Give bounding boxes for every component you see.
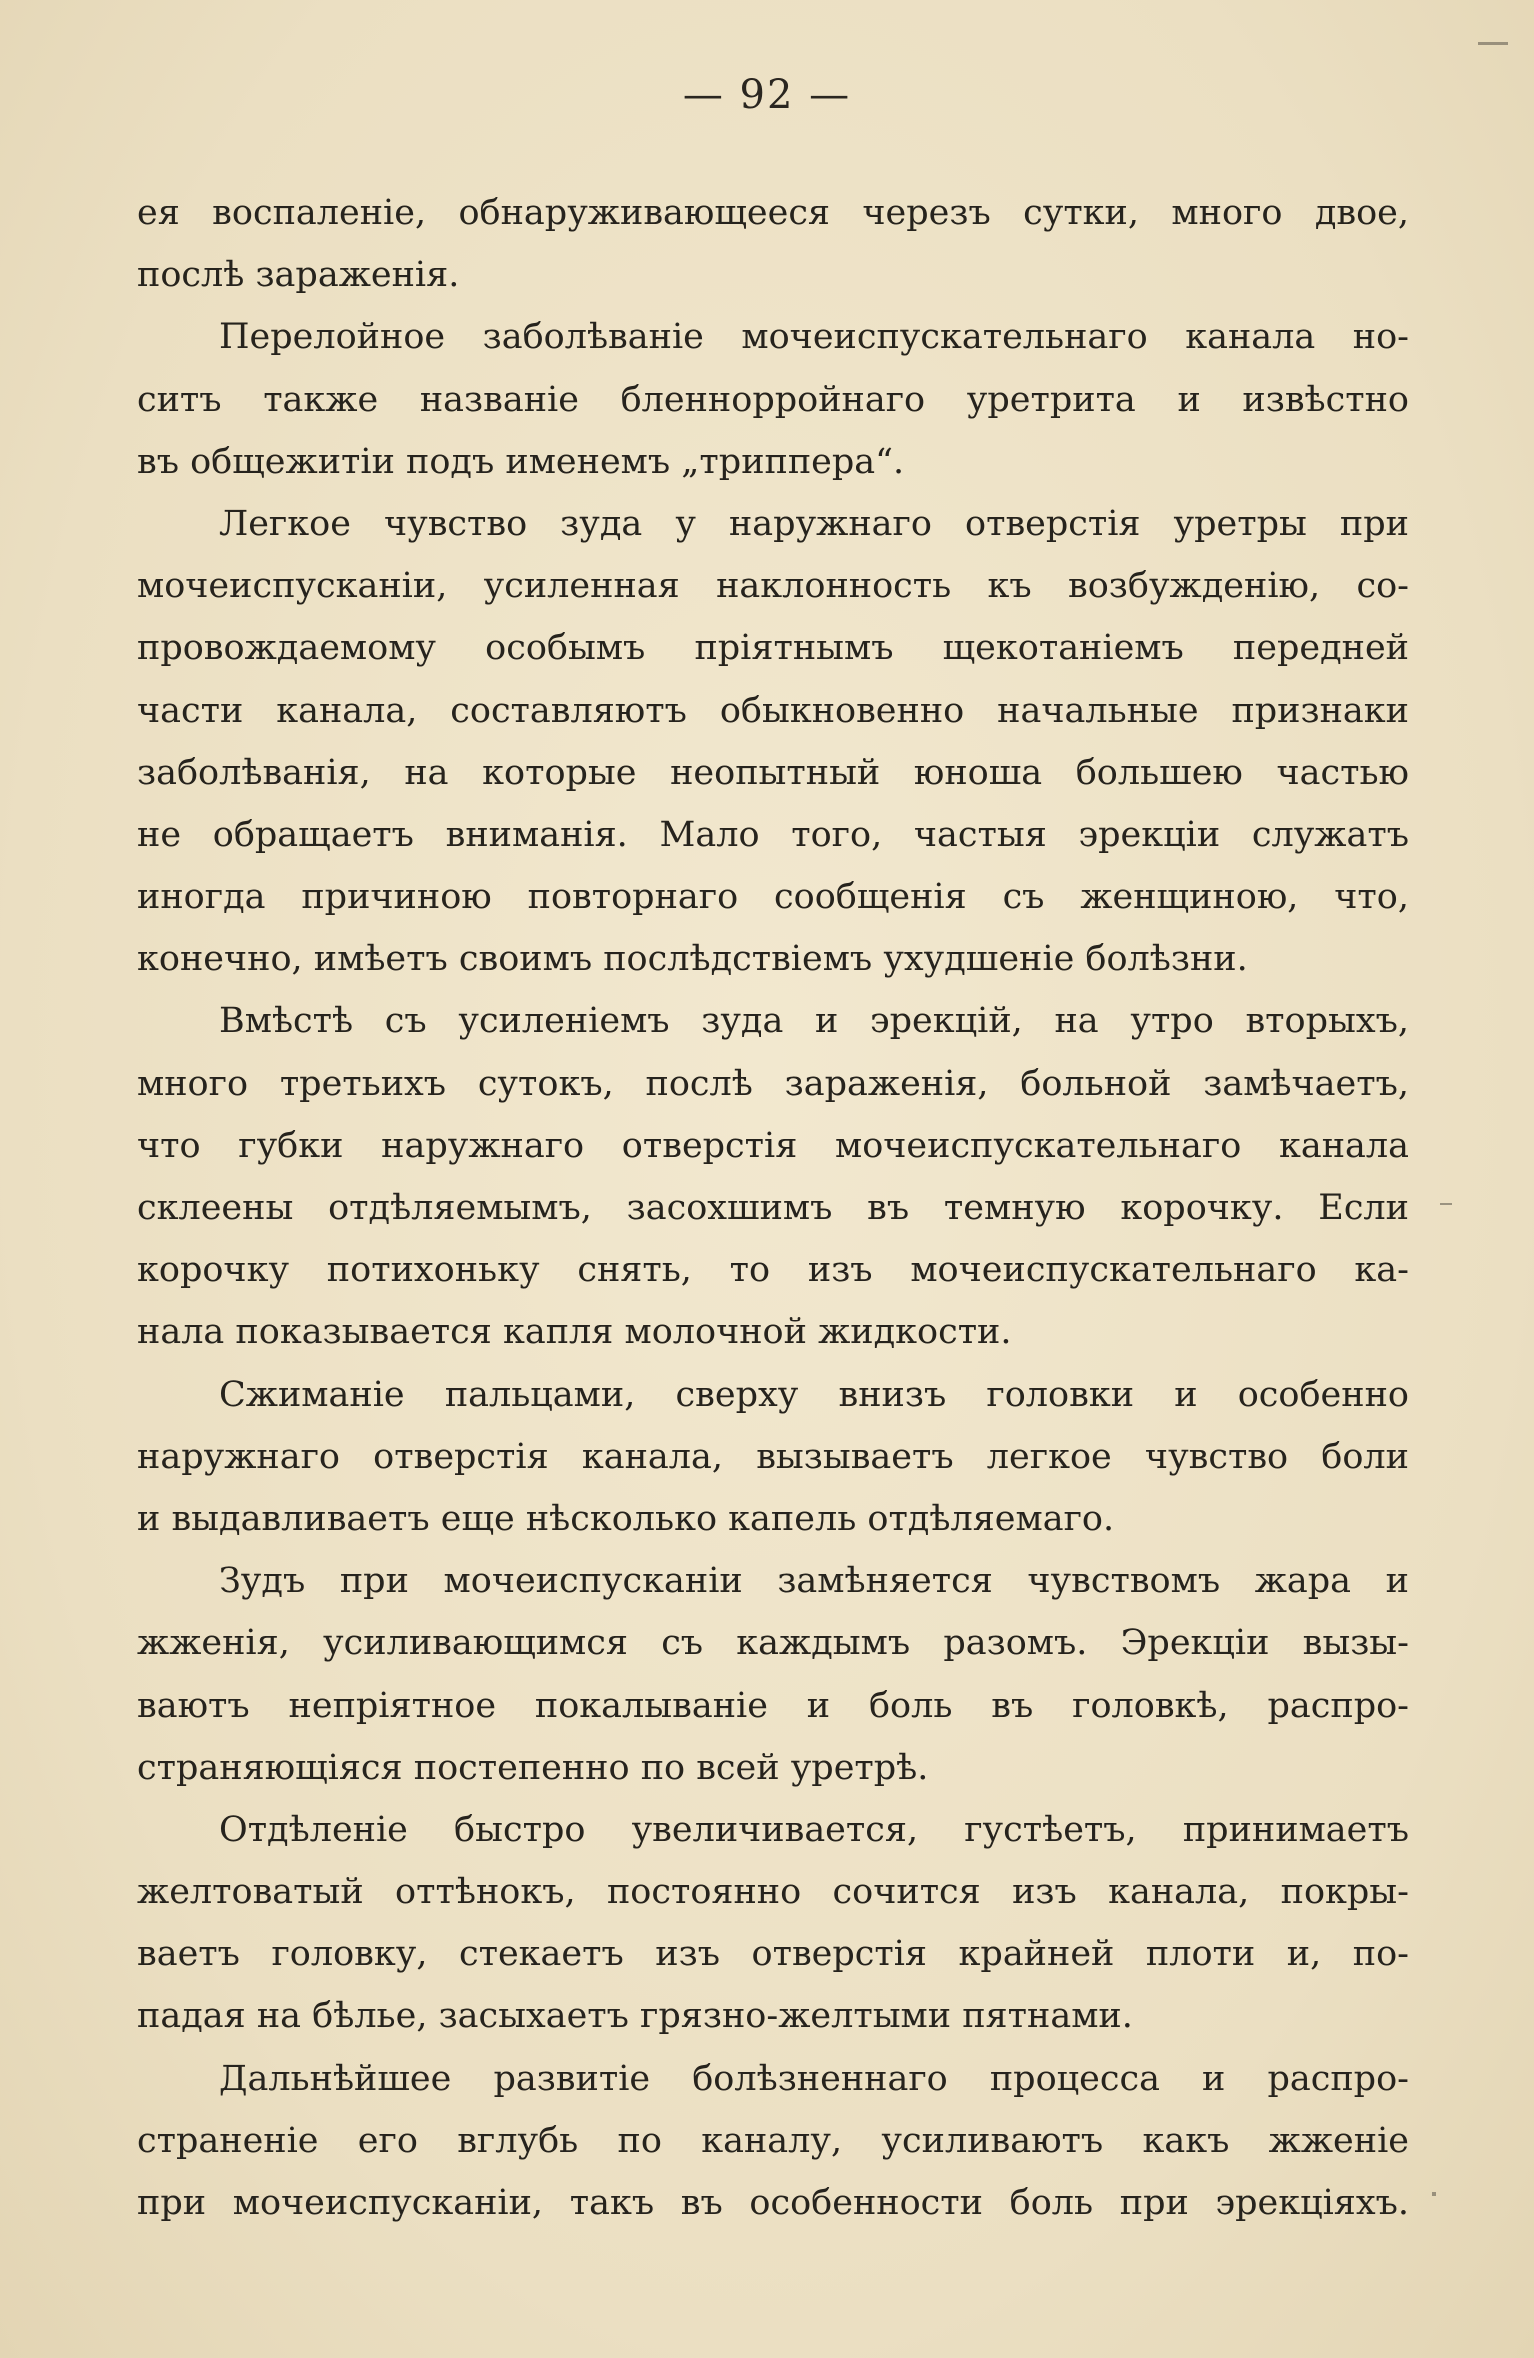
text-line: склеены отдѣляемымъ, засохшимъ въ темную корочку. Если (137, 1188, 1409, 1228)
text-line: ваетъ головку, стекаетъ изъ отверстія крайней плоти и, по- (137, 1934, 1409, 1975)
text-line: корочку потихоньку снять, то изъ мочеиспускательнаго ка- (137, 1250, 1409, 1291)
edge-mark (1478, 42, 1508, 45)
edge-mark (1432, 2192, 1436, 2196)
text-line: конечно, имѣетъ своимъ послѣдствіемъ ухудшеніе болѣзни. (137, 939, 1248, 980)
text-line: наружнаго отверстія канала, вызываетъ легкое чувство боли (137, 1436, 1409, 1477)
text-line: мочеиспусканіи, усиленная наклонность къ возбужденію, со- (137, 566, 1409, 607)
text-line: въ общежитіи подъ именемъ „триппера“. (137, 441, 905, 482)
text-line: что губки наружнаго отверстія мочеиспускательнаго канала (137, 1125, 1409, 1166)
text-line: страненіе его вглубь по каналу, усиливаютъ какъ жженіе (137, 2120, 1409, 2161)
text-line: много третьихъ сутокъ, послѣ зараженія, больной замѣчаетъ, (137, 1063, 1409, 1104)
text-line: ея воспаленіе, обнаруживающееся черезъ сутки, много двое, (137, 193, 1409, 233)
text-line: Перелойное заболѣваніе мочеиспускательнаго канала но- (219, 317, 1409, 358)
text-line: провождаемому особымъ пріятнымъ щекотаніемъ передней (137, 628, 1409, 669)
text-line: Легкое чувство зуда у наружнаго отверстія уретры при (219, 503, 1409, 544)
body-text (137, 182, 1409, 2234)
text-line: не обращаетъ вниманія. Мало того, частыя эрекціи служатъ (137, 814, 1409, 855)
text-line: страняющіяся постепенно по всей уретрѣ. (137, 1747, 929, 1788)
text-line: жженія, усиливающимся съ каждымъ разомъ. Эрекціи вызы- (137, 1623, 1409, 1664)
text-line: части канала, составляютъ обыкновенно начальные признаки (137, 690, 1409, 731)
page-number: — 92 — (682, 72, 852, 118)
text-line: желтоватый оттѣнокъ, постоянно сочится изъ канала, покры- (137, 1872, 1409, 1913)
text-line: заболѣванія, на которые неопытный юноша большею частью (137, 752, 1409, 793)
text-line: нала показывается капля молочной жидкости. (137, 1312, 1012, 1353)
text-line: Дальнѣйшее развитіе болѣзненнаго процесса и распро- (219, 2058, 1409, 2099)
text-line: Зудъ при мочеиспусканіи замѣняется чувствомъ жара и (219, 1561, 1409, 1602)
text-line: ваютъ непріятное покалываніе и боль въ головкѣ, распро- (137, 1685, 1409, 1726)
text-line: Отдѣленіе быстро увеличивается, густѣетъ, принимаетъ (219, 1809, 1409, 1850)
edge-mark (1440, 1203, 1452, 1205)
text-line: и выдавливаетъ еще нѣсколько капель отдѣляемаго. (137, 1498, 1115, 1539)
text-line: падая на бѣлье, засыхаетъ грязно-желтыми пятнами. (137, 1996, 1133, 2037)
text-line: Вмѣстѣ съ усиленіемъ зуда и эрекцій, на утро вторыхъ, (219, 1001, 1409, 1042)
text-line: послѣ зараженія. (137, 255, 460, 296)
text-line: иногда причиною повторнаго сообщенія съ женщиною, что, (137, 877, 1409, 918)
text-line: Сжиманіе пальцами, сверху внизъ головки и особенно (219, 1374, 1409, 1415)
text-line: при мочеиспусканіи, такъ въ особенности боль при эрекціяхъ. (137, 2183, 1409, 2223)
text-line: ситъ также названіе бленнорройнаго уретрита и извѣстно (137, 379, 1409, 420)
